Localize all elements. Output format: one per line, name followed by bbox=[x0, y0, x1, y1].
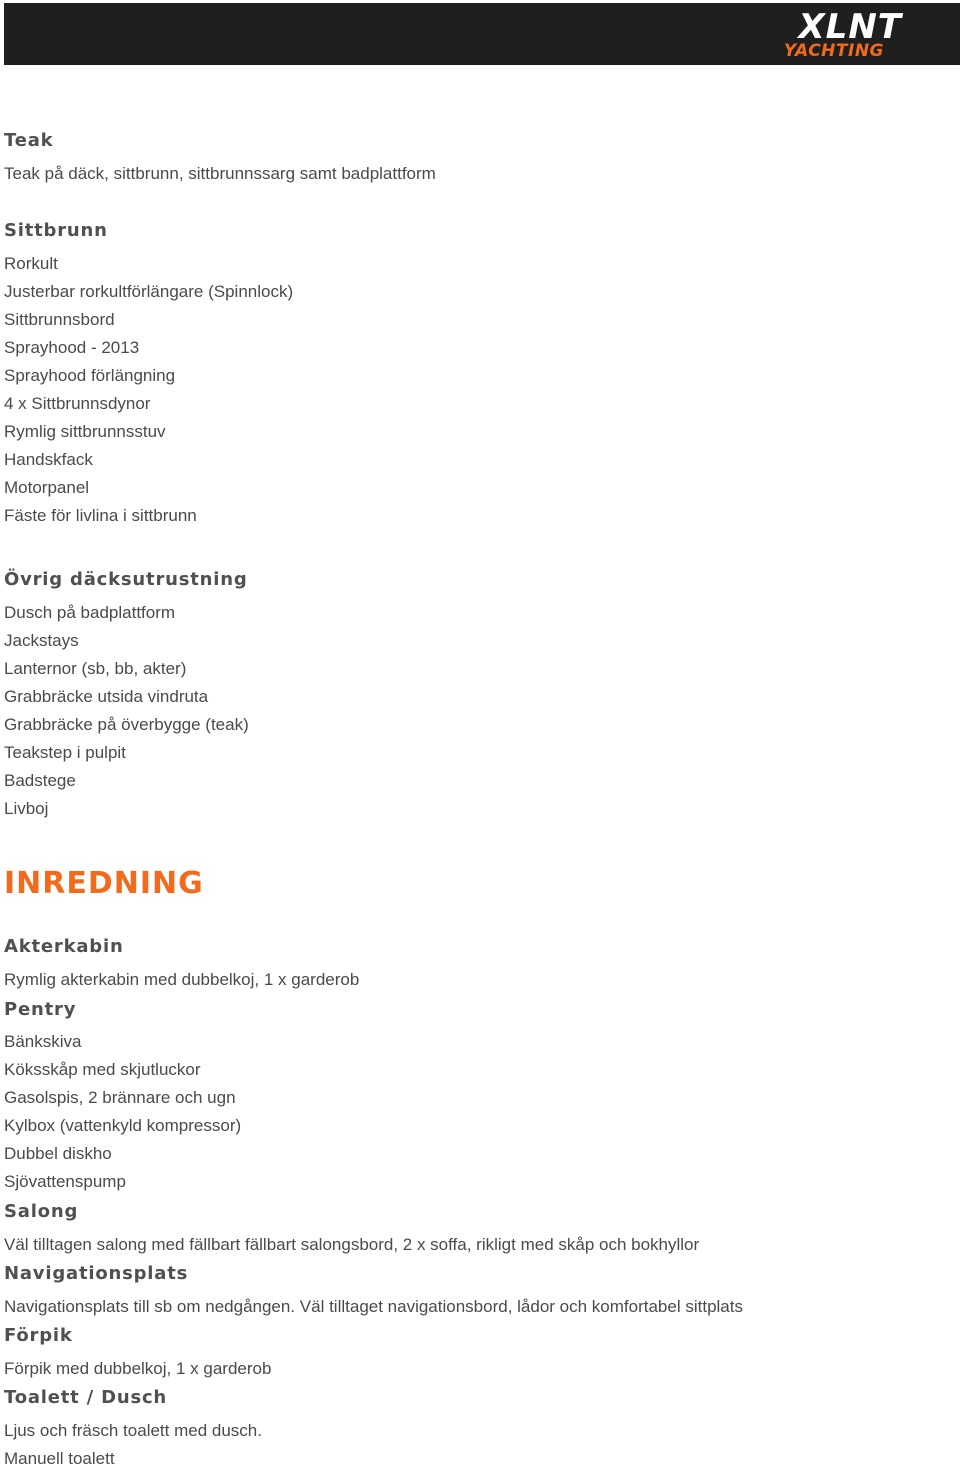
list-item: Sittbrunnsbord bbox=[4, 310, 115, 329]
heading-akterkabin: Akterkabin bbox=[4, 936, 124, 957]
list-item: Rymlig sittbrunnsstuv bbox=[4, 422, 166, 441]
list-item: Motorpanel bbox=[4, 478, 90, 497]
list-item: Grabbräcke på överbygge (teak) bbox=[4, 715, 249, 734]
list-item: Justerbar rorkultförlängare (Spinnlock) bbox=[4, 282, 294, 301]
list-item: Förpik med dubbelkoj, 1 x garderob bbox=[4, 1359, 272, 1378]
list-item: Navigationsplats till sb om nedgången. Väl tilltaget navigationsbord, lådor och komfortabel sittplats bbox=[4, 1297, 743, 1316]
heading-teak: Teak bbox=[4, 130, 54, 151]
heading-toalett-dusch: Toalett / Dusch bbox=[4, 1387, 168, 1408]
list-item: Teak på däck, sittbrunn, sittbrunnssarg samt badplattform bbox=[4, 164, 436, 183]
list-item: Sprayhood förlängning bbox=[4, 366, 176, 385]
list-item: Dusch på badplattform bbox=[4, 603, 176, 622]
brand-logo bbox=[748, 9, 908, 59]
list-item: Rorkult bbox=[4, 254, 58, 273]
list-item: Handskfack bbox=[4, 450, 93, 469]
header-bar bbox=[4, 3, 960, 65]
list-item: Livboj bbox=[4, 799, 49, 818]
heading-forpik: Förpik bbox=[4, 1325, 73, 1346]
section-title-inredning: INREDNING bbox=[4, 866, 204, 901]
list-item: Fäste för livlina i sittbrunn bbox=[4, 506, 197, 525]
list-item: Lanternor (sb, bb, akter) bbox=[4, 659, 187, 678]
list-item: Väl tilltagen salong med fällbart fällbart salongsbord, 2 x soffa, rikligt med skåp och bokhyllor bbox=[4, 1235, 700, 1254]
list-item: Ljus och fräsch toalett med dusch. bbox=[4, 1421, 262, 1440]
brand-logo-line1: XLNT bbox=[798, 7, 902, 47]
heading-pentry: Pentry bbox=[4, 999, 77, 1020]
list-item: Bänkskiva bbox=[4, 1032, 82, 1051]
list-item: Jackstays bbox=[4, 631, 79, 650]
brand-logo-line2: YACHTING bbox=[783, 41, 884, 61]
list-item: Gasolspis, 2 brännare och ugn bbox=[4, 1088, 236, 1107]
heading-sittbrunn: Sittbrunn bbox=[4, 220, 108, 241]
list-item: Grabbräcke utsida vindruta bbox=[4, 687, 209, 706]
list-item: Köksskåp med skjutluckor bbox=[4, 1060, 201, 1079]
list-item: Rymlig akterkabin med dubbelkoj, 1 x garderob bbox=[4, 970, 360, 989]
heading-salong: Salong bbox=[4, 1201, 79, 1222]
list-item: Dubbel diskho bbox=[4, 1144, 112, 1163]
list-item: Kylbox (vattenkyld kompressor) bbox=[4, 1116, 242, 1135]
list-item: Sjövattenspump bbox=[4, 1172, 126, 1191]
heading-navigationsplats: Navigationsplats bbox=[4, 1263, 189, 1284]
heading-ovrig-dacksutrustning: Övrig däcksutrustning bbox=[4, 569, 248, 590]
list-item: Sprayhood - 2013 bbox=[4, 338, 140, 357]
list-item: Badstege bbox=[4, 771, 76, 790]
list-item: Manuell toalett bbox=[4, 1449, 115, 1468]
list-item: 4 x Sittbrunnsdynor bbox=[4, 394, 151, 413]
list-item: Teakstep i pulpit bbox=[4, 743, 126, 762]
